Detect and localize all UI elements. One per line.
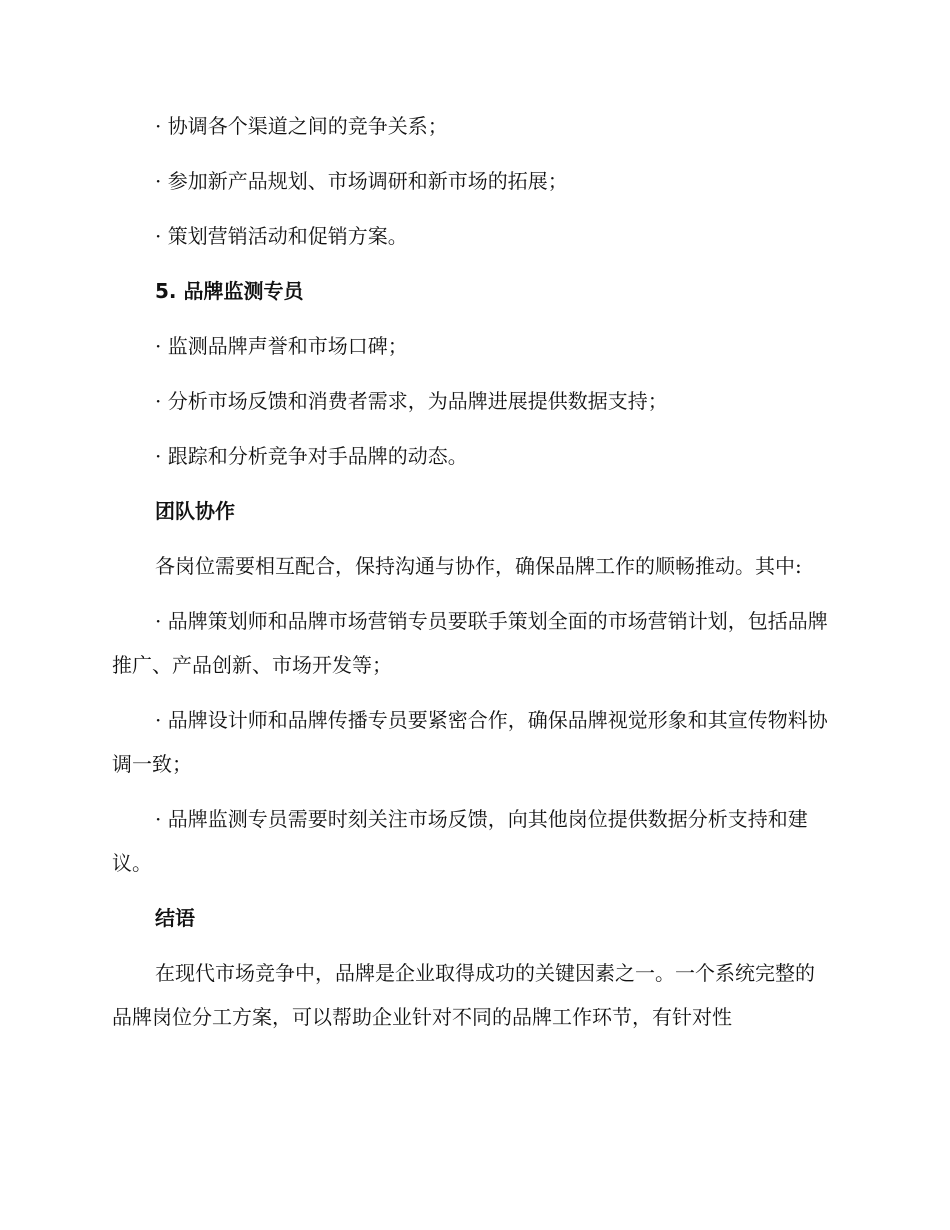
bullet-item: · 品牌策划师和品牌市场营销专员要联手策划全面的市场营销计划，包括品牌推广、产品创新、市场开发等； bbox=[112, 609, 828, 677]
paragraph: 各岗位需要相互配合，保持沟通与协作，确保品牌工作的顺畅推动。其中: bbox=[155, 554, 802, 578]
bullet-item: · 品牌设计师和品牌传播专员要紧密合作，确保品牌视觉形象和其宣传物料协调一致； bbox=[112, 708, 828, 776]
bullet-item: · 监测品牌声誉和市场口碑； bbox=[155, 334, 408, 358]
section-heading: 5. 品牌监测专员 bbox=[155, 279, 304, 303]
section-heading: 团队协作 bbox=[155, 499, 235, 523]
section-heading: 结语 bbox=[155, 906, 195, 930]
paragraph: 在现代市场竞争中，品牌是企业取得成功的关键因素之一。一个系统完整的品牌岗位分工方案，可以帮助企业针对不同的品牌工作环节，有针对性 bbox=[112, 961, 815, 1029]
bullet-item: · 跟踪和分析竞争对手品牌的动态。 bbox=[155, 444, 468, 468]
bullet-item: · 分析市场反馈和消费者需求，为品牌进展提供数据支持； bbox=[155, 389, 668, 413]
bullet-item: · 参加新产品规划、市场调研和新市场的拓展； bbox=[155, 169, 568, 193]
bullet-item: · 策划营销活动和促销方案。 bbox=[155, 224, 408, 248]
bullet-item: · 协调各个渠道之间的竞争关系； bbox=[155, 114, 448, 138]
document-page bbox=[112, 104, 832, 1039]
bullet-item: · 品牌监测专员需要时刻关注市场反馈，向其他岗位提供数据分析支持和建议。 bbox=[112, 807, 808, 875]
